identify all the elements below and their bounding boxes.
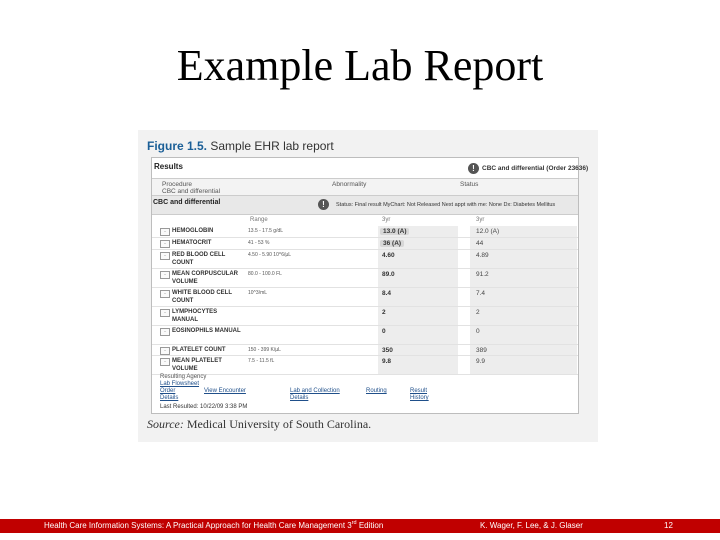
result-value: 2	[382, 309, 386, 316]
test-name: PLATELET COUNT	[172, 347, 226, 353]
result-value: 0	[382, 328, 386, 335]
alert-icon: !	[318, 199, 329, 210]
order-title: CBC and differential (Order 23636)	[482, 165, 589, 172]
result-column-1-label: 3yr	[382, 217, 391, 223]
result-value: 4.89	[476, 252, 489, 259]
result-history-link[interactable]: Result History	[410, 388, 429, 401]
table-row[interactable]	[152, 288, 578, 307]
figure-caption	[147, 139, 334, 153]
result-column-2-label: 3yr	[476, 217, 485, 223]
test-range: 150 - 399 K/µL	[248, 347, 281, 353]
trend-chart-icon[interactable]: ~	[160, 290, 170, 298]
result-value: 91.2	[476, 271, 489, 278]
lab-collection-details-link[interactable]: Lab and Collection Details	[290, 388, 340, 401]
result-value: 7.4	[476, 290, 486, 297]
result-value: 12.0 (A)	[476, 228, 500, 235]
result-value: 350	[382, 347, 393, 354]
test-range: 4.50 - 5.90 10^6/µL	[248, 252, 292, 258]
last-resulted: Last Resulted: 10/22/09 3:38 PM	[160, 404, 248, 410]
figure-box	[138, 130, 598, 442]
test-range: 7.5 - 11.5 fL	[248, 358, 275, 364]
test-name: LYMPHOCYTES MANUAL	[172, 309, 218, 323]
table-row[interactable]	[152, 356, 578, 375]
result-value: 13.0 (A)	[380, 228, 409, 235]
trend-chart-icon[interactable]: ~	[160, 271, 170, 279]
test-range: 10^3/mL	[248, 290, 268, 296]
ehr-lab-report	[151, 157, 589, 414]
table-row[interactable]	[152, 238, 578, 250]
footer-page-number: 12	[664, 521, 673, 530]
trend-chart-icon[interactable]: ~	[160, 347, 170, 355]
result-value: 389	[476, 347, 487, 354]
test-name: WHITE BLOOD CELL COUNT	[172, 290, 232, 304]
footer-book-title	[44, 519, 383, 533]
procedure-column-label: Procedure	[162, 181, 192, 188]
order-details-link[interactable]: Order Details	[160, 388, 179, 401]
range-column-label: Range	[250, 217, 268, 223]
result-value: 4.60	[382, 252, 395, 259]
status-column-label: Status	[460, 181, 479, 188]
trend-chart-icon[interactable]: ~	[160, 328, 170, 336]
trend-chart-icon[interactable]: ~	[160, 309, 170, 317]
result-value: 0	[476, 328, 480, 335]
footer-authors: K. Wager, F. Lee, & J. Glaser	[480, 521, 583, 530]
test-name: RED BLOOD CELL COUNT	[172, 252, 226, 266]
resulting-agency-label: Resulting Agency	[160, 374, 207, 380]
source-label: Source:	[147, 417, 184, 431]
slide-title: Example Lab Report	[176, 41, 544, 90]
procedure-value: CBC and differential	[162, 188, 221, 195]
results-column-header	[152, 178, 578, 195]
table-row[interactable]	[152, 250, 578, 269]
table-row[interactable]	[152, 326, 578, 345]
lab-flowsheet-link[interactable]: Lab Flowsheet	[160, 381, 200, 387]
view-encounter-link[interactable]: View Encounter	[204, 388, 246, 394]
footer-book-title-text: Health Care Information Systems: A Practical Approach for Health Care Management 3	[44, 521, 352, 530]
table-row[interactable]	[152, 269, 578, 288]
result-value: 36 (A)	[380, 240, 404, 247]
routing-link[interactable]: Routing	[366, 388, 387, 394]
footer-book-title-sup: rd	[351, 520, 357, 526]
test-range: 80.0 - 100.0 FL	[248, 271, 282, 277]
test-name: EOSINOPHILS MANUAL	[172, 328, 241, 334]
alert-icon: !	[468, 163, 479, 174]
trend-chart-icon[interactable]: ~	[160, 358, 170, 366]
lab-table-header	[152, 215, 578, 226]
figure-caption-text: Sample EHR lab report	[210, 139, 334, 153]
test-name: MEAN CORPUSCULAR VOLUME	[172, 271, 238, 285]
result-value: 8.4	[382, 290, 392, 297]
results-header: Results	[154, 162, 183, 171]
result-value: 44	[476, 240, 484, 247]
table-row[interactable]	[152, 307, 578, 326]
result-value: 9.9	[476, 358, 486, 365]
source-text: Medical University of South Carolina.	[186, 417, 372, 431]
footer-book-title-edition: Edition	[356, 521, 384, 530]
table-row[interactable]	[152, 226, 578, 238]
result-value: 9.8	[382, 358, 392, 365]
cbc-section-title: CBC and differential	[153, 199, 221, 206]
result-value: 2	[476, 309, 480, 316]
cbc-section-bar[interactable]	[152, 195, 578, 215]
trend-chart-icon[interactable]: ~	[160, 228, 170, 236]
figure-source	[147, 417, 371, 432]
test-name: HEMOGLOBIN	[172, 228, 214, 234]
test-range: 13.5 - 17.5 g/dL	[248, 228, 284, 234]
order-status-line: Status: Final result MyChart: Not Released Next appt with me: None Dx: Diabetes Mellitus	[336, 202, 556, 208]
trend-chart-icon[interactable]: ~	[160, 240, 170, 248]
result-value: 89.0	[382, 271, 395, 278]
figure-number: Figure 1.5.	[147, 139, 208, 153]
test-range: 41 - 53 %	[248, 240, 270, 246]
slide-footer	[0, 519, 720, 533]
table-row[interactable]	[152, 345, 578, 356]
trend-chart-icon[interactable]: ~	[160, 252, 170, 260]
test-name: HEMATOCRIT	[172, 240, 212, 246]
abnormality-column-label: Abnormality	[332, 181, 367, 188]
test-name: MEAN PLATELET VOLUME	[172, 358, 222, 372]
